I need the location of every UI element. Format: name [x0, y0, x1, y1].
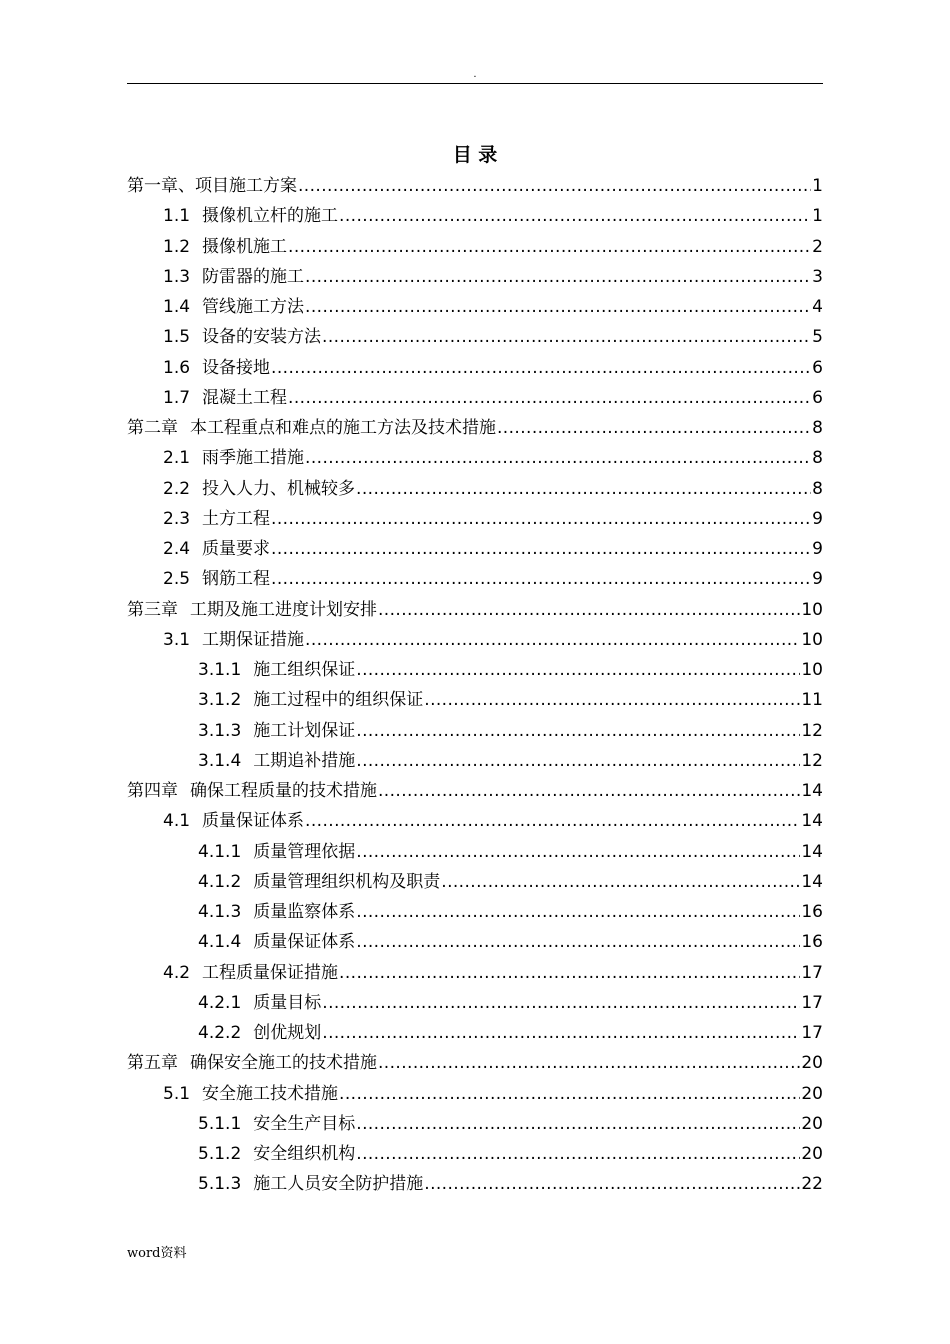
toc-entry-number: 1.6 — [163, 357, 191, 378]
toc-entry-page-number: 9 — [812, 508, 823, 529]
toc-entry-page-number: 12 — [801, 750, 823, 771]
toc-entry-page-number: 17 — [801, 992, 823, 1013]
toc-entry-page-number: 16 — [801, 902, 823, 922]
header-rule — [127, 83, 823, 84]
toc-dot-leader — [356, 655, 800, 685]
toc-entry-label: 施工计划保证 — [253, 720, 356, 741]
toc-entry-label: 安全组织机构 — [253, 1144, 356, 1164]
toc-dot-leader — [356, 927, 800, 957]
toc-entry-label: 本工程重点和难点的施工方法及技术措施 — [190, 418, 496, 438]
toc-dot-leader — [271, 504, 811, 534]
toc-entry-page-number: 10 — [801, 629, 823, 650]
toc-entry[interactable] — [127, 927, 823, 957]
toc-dot-leader — [305, 443, 811, 473]
toc-entry-label: 施工人员安全防护措施 — [253, 1174, 424, 1195]
toc-entry-page-number: 8 — [812, 418, 823, 438]
toc-entry-page-number: 14 — [801, 811, 823, 832]
toc-entry-page-number: 16 — [801, 932, 823, 953]
toc-entry-label: 施工过程中的组织保证 — [253, 690, 424, 711]
toc-entry-label: 工期及施工进度计划安排 — [190, 599, 377, 620]
toc-entry-label: 质量目标 — [253, 992, 322, 1013]
toc-entry-number: 1.4 — [163, 297, 191, 317]
toc-entry-label: 质量管理组织机构及职责 — [253, 871, 441, 892]
toc-dot-leader — [356, 897, 800, 927]
toc-entry-page-number: 8 — [812, 478, 823, 499]
toc-entry-number: 1.2 — [163, 236, 191, 257]
toc-entry[interactable] — [127, 1169, 823, 1199]
toc-entry[interactable] — [127, 806, 823, 836]
toc-entry-number: 5.1 — [163, 1083, 191, 1104]
toc-entry-label: 质量保证体系 — [253, 932, 356, 953]
toc-dot-leader — [298, 171, 811, 201]
toc-entry-page-number: 22 — [801, 1174, 823, 1195]
toc-entry-page-number: 20 — [801, 1113, 823, 1134]
toc-entry[interactable] — [127, 322, 823, 352]
toc-entry-label: 土方工程 — [202, 508, 271, 529]
toc-entry[interactable] — [127, 1079, 823, 1109]
toc-entry-number: 4.2.1 — [198, 992, 242, 1013]
toc-entry-label: 质量管理依据 — [253, 841, 356, 862]
toc-entry-number: 4.1 — [163, 811, 191, 832]
toc-entry[interactable] — [127, 1048, 823, 1078]
toc-entry[interactable] — [127, 232, 823, 262]
toc-entry-number: 3.1.4 — [198, 750, 242, 771]
toc-entry[interactable] — [127, 383, 823, 413]
toc-dot-leader — [378, 595, 800, 625]
toc-entry-number: 4.1.1 — [198, 841, 242, 862]
toc-entry[interactable] — [127, 1109, 823, 1139]
toc-entry-number: 4.2 — [163, 962, 191, 983]
toc-entry-page-number: 2 — [812, 236, 823, 257]
toc-entry-label: 工期追补措施 — [253, 750, 356, 771]
toc-entry-page-number: 14 — [801, 871, 823, 892]
toc-entry[interactable] — [127, 443, 823, 473]
toc-entry-label: 设备的安装方法 — [202, 327, 322, 348]
toc-entry[interactable] — [127, 655, 823, 685]
toc-dot-leader — [424, 1169, 800, 1199]
toc-entry-label: 管线施工方法 — [202, 297, 305, 317]
toc-dot-leader — [356, 837, 800, 867]
toc-entry-page-number: 9 — [812, 569, 823, 590]
toc-entry-label: 工程质量保证措施 — [202, 962, 339, 983]
toc-entry-page-number: 20 — [801, 1083, 823, 1104]
toc-entry-label: 确保工程质量的技术措施 — [190, 781, 377, 801]
toc-entry-page-number: 1 — [812, 176, 823, 196]
toc-entry-number: 3.1.2 — [198, 690, 242, 711]
toc-entry-page-number: 4 — [812, 297, 823, 317]
toc-entry-page-number: 3 — [812, 266, 823, 287]
toc-entry-number: 5.1.1 — [198, 1113, 242, 1134]
toc-dot-leader — [305, 262, 811, 292]
toc-entry-number: 2.2 — [163, 478, 191, 499]
toc-entry-number: 3.1.1 — [198, 660, 242, 680]
toc-entry[interactable] — [127, 262, 823, 292]
toc-entry-page-number: 9 — [812, 539, 823, 559]
toc-entry[interactable] — [127, 897, 823, 927]
toc-entry[interactable] — [127, 685, 823, 715]
toc-entry[interactable] — [127, 564, 823, 594]
toc-entry-page-number: 6 — [812, 387, 823, 408]
header-mark: . — [473, 69, 477, 80]
toc-entry-label: 混凝土工程 — [202, 387, 288, 408]
toc-entry-label: 确保安全施工的技术措施 — [190, 1053, 377, 1074]
toc-dot-leader — [497, 413, 811, 443]
toc-entry-label: 安全生产目标 — [253, 1113, 356, 1134]
toc-dot-leader — [322, 988, 800, 1018]
toc-dot-leader — [356, 1139, 800, 1169]
toc-dot-leader — [378, 1048, 800, 1078]
toc-entry-number: 1.5 — [163, 327, 191, 348]
toc-entry-number: 4.1.3 — [198, 902, 242, 922]
toc-entry-number: 5.1.2 — [198, 1144, 242, 1164]
toc-dot-leader — [271, 564, 811, 594]
toc-entry-number: 1.7 — [163, 387, 191, 408]
toc-entry-label: 第一章、项目施工方案 — [127, 176, 297, 196]
toc-dot-leader — [356, 1109, 800, 1139]
toc-entry-page-number: 8 — [812, 448, 823, 469]
toc-dot-leader — [305, 806, 800, 836]
toc-dot-leader — [339, 1079, 800, 1109]
toc-entry[interactable] — [127, 746, 823, 776]
toc-dot-leader — [305, 625, 800, 655]
toc-entry-label: 质量要求 — [202, 539, 271, 559]
toc-dot-leader — [356, 474, 811, 504]
toc-entry[interactable] — [127, 1139, 823, 1169]
toc-entry[interactable] — [127, 988, 823, 1018]
toc-entry-label: 雨季施工措施 — [202, 448, 305, 469]
toc-dot-leader — [322, 1018, 800, 1048]
toc-dot-leader — [378, 776, 800, 806]
toc-entry-number: 第四章 — [127, 781, 178, 801]
toc-entry-page-number: 17 — [801, 1023, 823, 1043]
toc-dot-leader — [271, 534, 811, 564]
toc-entry-page-number: 12 — [801, 720, 823, 741]
toc-entry[interactable] — [127, 474, 823, 504]
toc-dot-leader — [271, 353, 811, 383]
toc-entry-label: 安全施工技术措施 — [202, 1083, 339, 1104]
toc-entry[interactable] — [127, 595, 823, 625]
toc-entry-number: 4.2.2 — [198, 1023, 242, 1043]
toc-entry[interactable] — [127, 1018, 823, 1048]
toc-entry-number: 4.1.2 — [198, 871, 242, 892]
toc-entry-label: 投入人力、机械较多 — [202, 478, 356, 499]
toc-dot-leader — [424, 685, 800, 715]
toc-entry-number: 第三章 — [127, 599, 178, 620]
toc-entry-number: 1.3 — [163, 266, 191, 287]
toc-entry-number: 2.3 — [163, 508, 191, 529]
toc-entry-page-number: 6 — [812, 357, 823, 378]
toc-dot-leader — [322, 322, 811, 352]
toc-entry[interactable] — [127, 837, 823, 867]
toc-dot-leader — [356, 716, 800, 746]
toc-entry-number: 4.1.4 — [198, 932, 242, 953]
toc-entry-page-number: 14 — [801, 781, 823, 801]
toc-entry-page-number: 11 — [801, 690, 823, 711]
toc-entry-number: 第二章 — [127, 418, 178, 438]
toc-entry-number: 2.1 — [163, 448, 191, 469]
toc-dot-leader — [339, 958, 800, 988]
toc-entry[interactable] — [127, 201, 823, 231]
toc-entry[interactable] — [127, 504, 823, 534]
toc-entry[interactable] — [127, 776, 823, 806]
table-of-contents — [127, 171, 823, 1200]
toc-entry-number: 2.5 — [163, 569, 191, 590]
toc-dot-leader — [305, 292, 811, 322]
toc-entry[interactable] — [127, 958, 823, 988]
toc-entry-page-number: 17 — [801, 962, 823, 983]
toc-entry[interactable] — [127, 867, 823, 897]
toc-entry-number: 2.4 — [163, 539, 191, 559]
toc-entry-label: 防雷器的施工 — [202, 266, 305, 287]
toc-entry[interactable] — [127, 353, 823, 383]
toc-entry[interactable] — [127, 171, 823, 201]
toc-entry-number: 5.1.3 — [198, 1174, 242, 1195]
toc-entry-page-number: 10 — [801, 660, 823, 680]
toc-entry-number: 第五章 — [127, 1053, 178, 1074]
toc-entry-number: 3.1.3 — [198, 720, 242, 741]
footer-text: word资料 — [127, 1246, 187, 1261]
toc-entry-page-number: 10 — [801, 599, 823, 620]
toc-entry-page-number: 1 — [812, 206, 823, 227]
toc-entry-number: 1.1 — [163, 206, 191, 227]
toc-entry-page-number: 5 — [812, 327, 823, 348]
page-title: 目 录 — [452, 144, 498, 166]
toc-entry-label: 设备接地 — [202, 357, 271, 378]
toc-entry-label: 创优规划 — [253, 1023, 322, 1043]
toc-entry[interactable] — [127, 413, 823, 443]
toc-entry-page-number: 20 — [801, 1053, 823, 1074]
toc-entry[interactable] — [127, 716, 823, 746]
toc-entry-label: 工期保证措施 — [202, 629, 305, 650]
toc-entry-label: 摄像机施工 — [202, 236, 288, 257]
toc-entry-label: 质量保证体系 — [202, 811, 305, 832]
toc-entry-label: 质量监察体系 — [253, 902, 356, 922]
toc-dot-leader — [339, 201, 811, 231]
toc-dot-leader — [288, 383, 811, 413]
toc-dot-leader — [288, 232, 811, 262]
toc-entry-label: 钢筋工程 — [202, 569, 271, 590]
toc-entry-label: 施工组织保证 — [253, 660, 356, 680]
toc-entry-number: 3.1 — [163, 629, 191, 650]
toc-entry-page-number: 14 — [801, 841, 823, 862]
toc-entry-page-number: 20 — [801, 1144, 823, 1164]
toc-entry[interactable] — [127, 534, 823, 564]
toc-entry-label: 摄像机立杆的施工 — [202, 206, 339, 227]
toc-dot-leader — [356, 746, 800, 776]
toc-entry[interactable] — [127, 292, 823, 322]
toc-entry[interactable] — [127, 625, 823, 655]
toc-dot-leader — [441, 867, 800, 897]
